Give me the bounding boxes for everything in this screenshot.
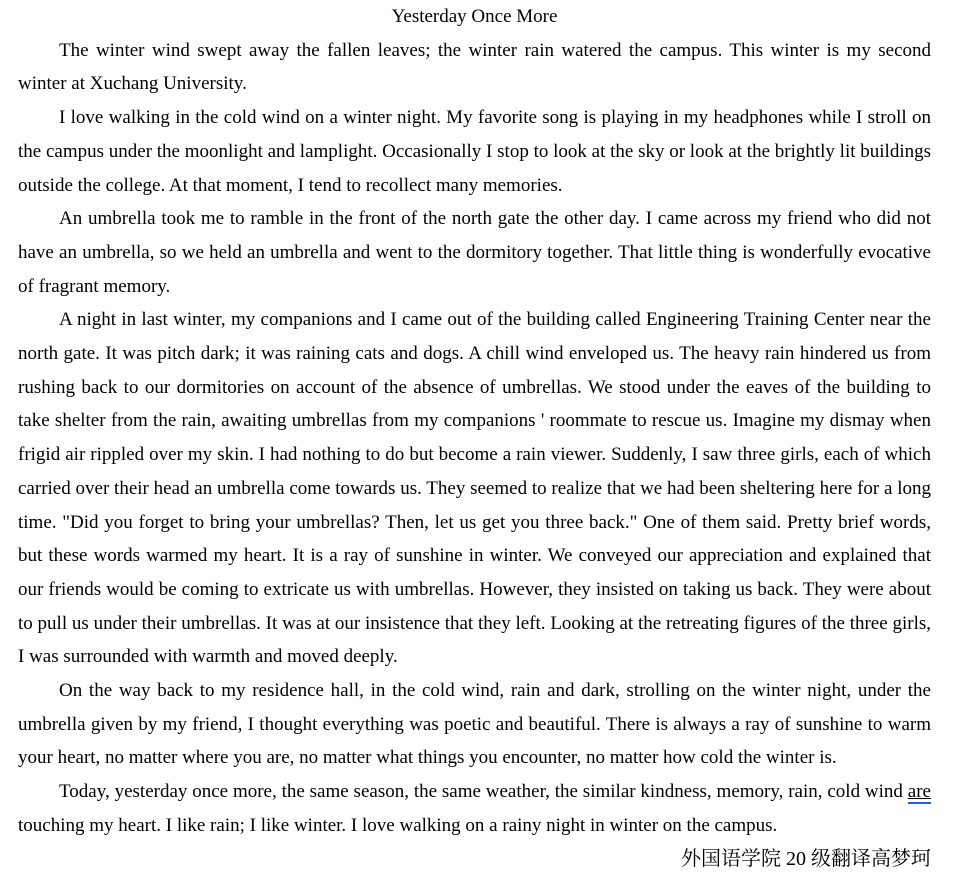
paragraph-1: The winter wind swept away the fallen leaves; the winter rain watered the campus. This winter is my second winter at Xuchang University. bbox=[18, 39, 931, 95]
paragraph-2: I love walking in the cold wind on a winter night. My favorite song is playing in my headphones while I stroll on the campus under the moonlight and lamplight. Occasionally I stop to look at the sky or look at the brightly lit buildings outside the college. At that moment, I tend to recollect many memories. bbox=[18, 107, 931, 196]
author-signature: 外国语学院 20 级翻译高梦珂 bbox=[681, 847, 931, 870]
grammar-flagged-word[interactable]: are bbox=[907, 781, 931, 803]
document-title: Yesterday Once More bbox=[391, 6, 558, 27]
paragraph-3: An umbrella took me to ramble in the front of the north gate the other day. I came across my friend who did not have an umbrella, so we held an umbrella and went to the dormitory together. That little thing is wonderfully evocative of fragrant memory. bbox=[18, 208, 931, 297]
final-paragraph-text-after: touching my heart. I like rain; I like winter. I love walking on a rainy night in winter on the campus. bbox=[18, 814, 778, 836]
paragraph-4: A night in last winter, my companions and I came out of the building called Engineering Training Center near the north gate. It was pitch dark; it was raining cats and dogs. A chill wind enveloped us. The heavy rain hindered us from rushing back to our dormitories on account of the absence of umbrellas. We stood under the eaves of the building to take shelter from the rain, awaiting umbrellas from my companions ' roommate to rescue us. Imagine my dismay when frigid air rippled over my skin. I had nothing to do but become a rain viewer. Suddenly, I saw three girls, each of which carried over their head an umbrella come towards us. They seemed to realize that we had been sheltering here for a long time. "Did you forget to bring your umbrellas? Then, let us get you three back." One of them said. Pretty brief words, but these words warmed my heart. It is a ray of sunshine in winter. We conveyed our appreciation and explained that our friends would be coming to extricate us with umbrellas. However, they insisted on taking us back. They were about to pull us under their umbrellas. It was at our insistence that they left. Looking at the retreating figures of the three girls, I was surrounded with warmth and moved deeply. bbox=[18, 309, 931, 668]
paragraph-final bbox=[18, 775, 931, 842]
paragraph-5: On the way back to my residence hall, in the cold wind, rain and dark, strolling on the winter night, under the umbrella given by my friend, I thought everything was poetic and beautiful. There is always a ray of sunshine to warm your heart, no matter where you are, no matter what things you encounter, no matter how cold the winter is. bbox=[18, 680, 931, 769]
final-paragraph-text-before: Today, yesterday once more, the same season, the same weather, the similar kindness, memory, rain, cold wind bbox=[59, 781, 908, 803]
